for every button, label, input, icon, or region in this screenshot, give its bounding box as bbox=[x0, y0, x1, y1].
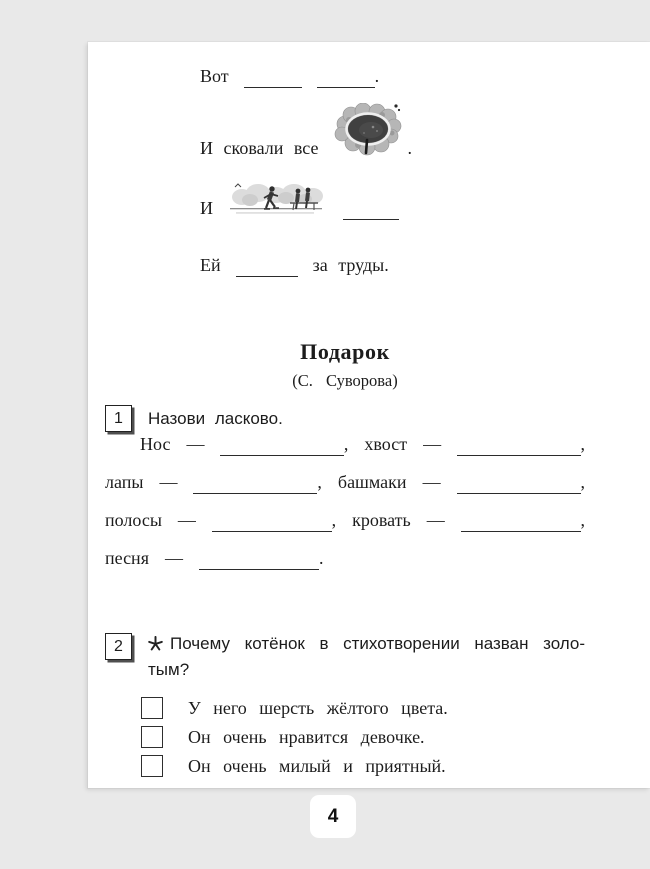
poem-line4-prefix: Ей bbox=[200, 255, 221, 275]
task-2-section bbox=[105, 631, 585, 778]
word: лапы bbox=[105, 472, 144, 492]
fill-blank[interactable] bbox=[220, 434, 343, 456]
period: . bbox=[374, 66, 380, 86]
dash: — bbox=[177, 510, 196, 530]
fill-blank[interactable] bbox=[193, 472, 317, 494]
pond-ice-hole-illustration bbox=[333, 103, 403, 160]
dash: — bbox=[426, 510, 445, 530]
task-1-header bbox=[105, 405, 585, 432]
option-row bbox=[141, 725, 585, 749]
word: хвост bbox=[364, 434, 408, 454]
poem-line2-text: И сковали все bbox=[200, 138, 319, 158]
fill-blank[interactable] bbox=[461, 510, 581, 532]
task-1-answer-rows bbox=[105, 432, 585, 570]
answer-row bbox=[105, 432, 585, 456]
comma: , bbox=[580, 510, 585, 530]
fill-blank[interactable] bbox=[244, 66, 302, 88]
word: башмаки bbox=[337, 472, 407, 492]
poem-author: (С. Суворова) bbox=[292, 371, 398, 390]
page-content bbox=[88, 42, 650, 788]
task-2-header bbox=[105, 631, 585, 683]
task-2-question bbox=[148, 631, 585, 683]
question-line-2: тым? bbox=[148, 660, 190, 679]
word: полосы bbox=[105, 510, 162, 530]
children-skating-illustration bbox=[228, 180, 325, 220]
fill-blank[interactable] bbox=[343, 198, 399, 220]
word: Нос bbox=[140, 434, 171, 454]
task-2-number: 2 bbox=[114, 637, 123, 655]
fill-blank[interactable] bbox=[457, 434, 580, 456]
comma: , bbox=[580, 434, 585, 454]
period: . bbox=[407, 138, 412, 158]
poem-fill-section bbox=[105, 42, 585, 277]
word: песня bbox=[105, 548, 149, 568]
word: кровать bbox=[352, 510, 411, 530]
dash: — bbox=[159, 472, 178, 492]
option-label: Он очень милый и приятный. bbox=[188, 756, 446, 776]
task-1-section bbox=[105, 405, 585, 570]
period: . bbox=[318, 548, 324, 568]
task-number-box bbox=[105, 633, 132, 660]
comma: , bbox=[343, 434, 349, 454]
fill-blank[interactable] bbox=[457, 472, 581, 494]
page-number: 4 bbox=[327, 805, 339, 827]
dash: — bbox=[422, 472, 441, 492]
comma: , bbox=[580, 472, 585, 492]
answer-row bbox=[105, 532, 585, 570]
comma: , bbox=[331, 510, 337, 530]
option-row bbox=[141, 696, 585, 720]
dash: — bbox=[164, 548, 183, 568]
question-line-1 bbox=[148, 631, 585, 657]
answer-checkbox[interactable] bbox=[141, 755, 163, 777]
page-number-badge bbox=[310, 795, 356, 838]
task-2-options bbox=[141, 696, 585, 778]
poem-line1-word: Вот bbox=[200, 66, 229, 86]
poem-line-3 bbox=[200, 180, 585, 220]
dash: — bbox=[186, 434, 205, 454]
answer-row bbox=[105, 456, 585, 494]
option-label: Он очень нравится девочке. bbox=[188, 727, 425, 747]
answer-checkbox[interactable] bbox=[141, 726, 163, 748]
poem-line-2 bbox=[200, 103, 585, 160]
option-row bbox=[141, 754, 585, 778]
title-block bbox=[105, 338, 585, 392]
dash: — bbox=[423, 434, 442, 454]
star-difficulty-icon bbox=[148, 636, 163, 651]
question-text: Почему котёнок в стихотворении назван золо- bbox=[170, 634, 585, 653]
fill-blank[interactable] bbox=[236, 255, 298, 277]
comma: , bbox=[317, 472, 322, 492]
fill-blank[interactable] bbox=[317, 66, 375, 88]
poem-line4-suffix: за труды. bbox=[312, 255, 389, 275]
poem-line3-word: И bbox=[200, 198, 213, 218]
answer-checkbox[interactable] bbox=[141, 697, 163, 719]
workbook-page bbox=[88, 42, 650, 788]
fill-blank[interactable] bbox=[212, 510, 332, 532]
fill-blank[interactable] bbox=[199, 548, 319, 570]
answer-row bbox=[105, 494, 585, 532]
task-1-number: 1 bbox=[114, 409, 123, 427]
option-label: У него шерсть жёлтого цвета. bbox=[188, 698, 448, 718]
poem-title: Подарок bbox=[300, 339, 390, 364]
poem-line-4 bbox=[200, 253, 585, 277]
task-1-instruction: Назови ласково. bbox=[148, 409, 283, 428]
poem-line-1 bbox=[200, 64, 585, 88]
task-number-box bbox=[105, 405, 132, 432]
